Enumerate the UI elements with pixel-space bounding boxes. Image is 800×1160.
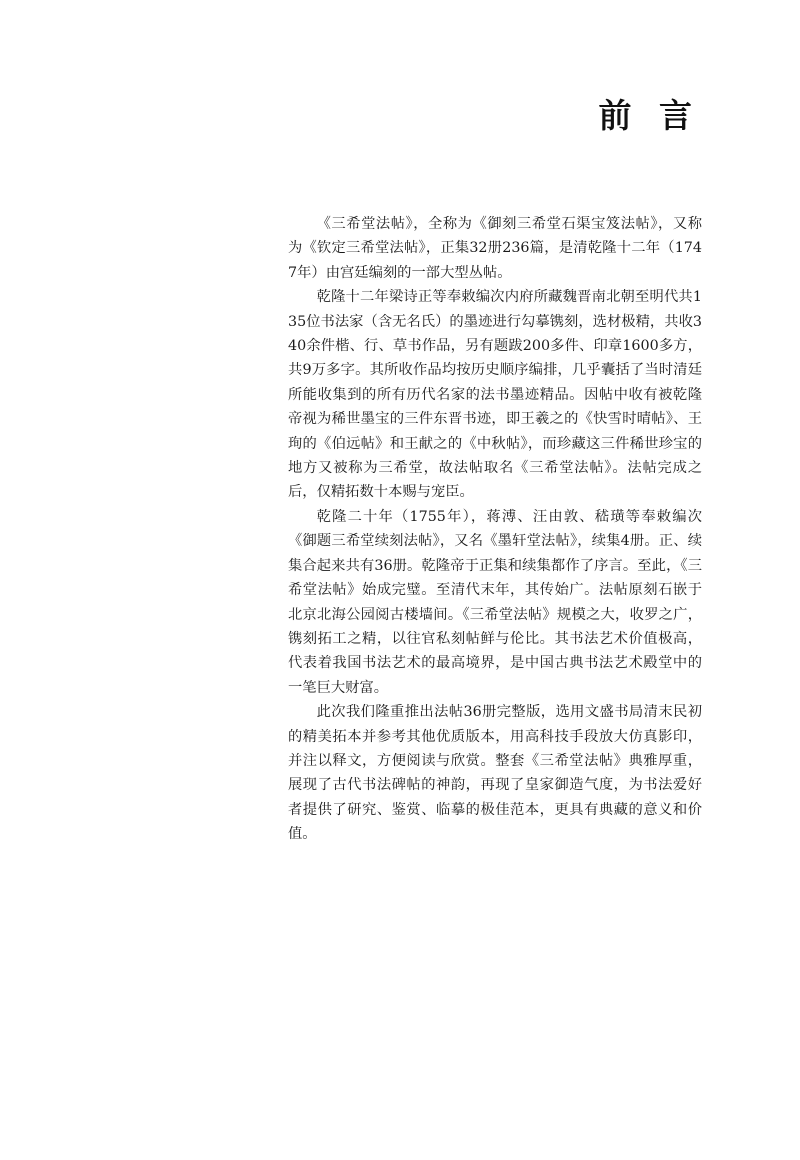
- paragraph-1: 《三希堂法帖》，全称为《御刻三希堂石渠宝笈法帖》，又称为《钦定三希堂法帖》，正集32册236篇，是清乾隆十二年（1747年）由宫廷编刻的一部大型丛帖。: [288, 216, 702, 281]
- page-title: 前 言: [598, 96, 700, 135]
- preface-body: [288, 212, 702, 847]
- paragraph-2: 乾隆十二年梁诗正等奉敕编次内府所藏魏晋南北朝至明代共135位书法家（含无名氏）的墨迹进行勾摹镌刻，选材极精，共收340余件楷、行、草书作品，另有题跋200多件、印章1600多方，共9万多字。其所收作品均按历史顺序编排，几乎囊括了当时清廷所能收集到的所有历代名家的法书墨迹精品。因帖中收有被乾隆帝视为稀世墨宝的三件东晋书迹，即王羲之的《快雪时晴帖》、王珣的《伯远帖》和王献之的《中秋帖》，而珍藏这三件稀世珍宝的地方又被称为三希堂，故法帖取名《三希堂法帖》。法帖完成之后，仅精拓数十本赐与宠臣。: [288, 289, 702, 501]
- paragraph-4: 此次我们隆重推出法帖36册完整版，选用文盛书局清末民初的精美拓本并参考其他优质版本，用高科技手段放大仿真影印，并注以释文，方便阅读与欣赏。整套《三希堂法帖》典雅厚重，展现了古代书法碑帖的神韵，再现了皇家御造气度，为书法爱好者提供了研究、鉴赏、临摹的极佳范本，更具有典藏的意义和价值。: [288, 704, 702, 843]
- paragraph-3: 乾隆二十年（1755年），蒋溥、汪由敦、嵇璜等奉敕编次《御题三希堂续刻法帖》，又名《墨轩堂法帖》，续集4册。正、续集合起来共有36册。乾隆帝于正集和续集都作了序言。至此，《三希堂法帖》始成完璧。至清代末年，其传始广。法帖原刻石嵌于北京北海公园阅古楼墙间。《三希堂法帖》规模之大，收罗之广，镌刻拓工之精，以往官私刻帖鲜与伦比。其书法艺术价值极高，代表着我国书法艺术的最高境界，是中国古典书法艺术殿堂中的一笔巨大财富。: [288, 508, 702, 696]
